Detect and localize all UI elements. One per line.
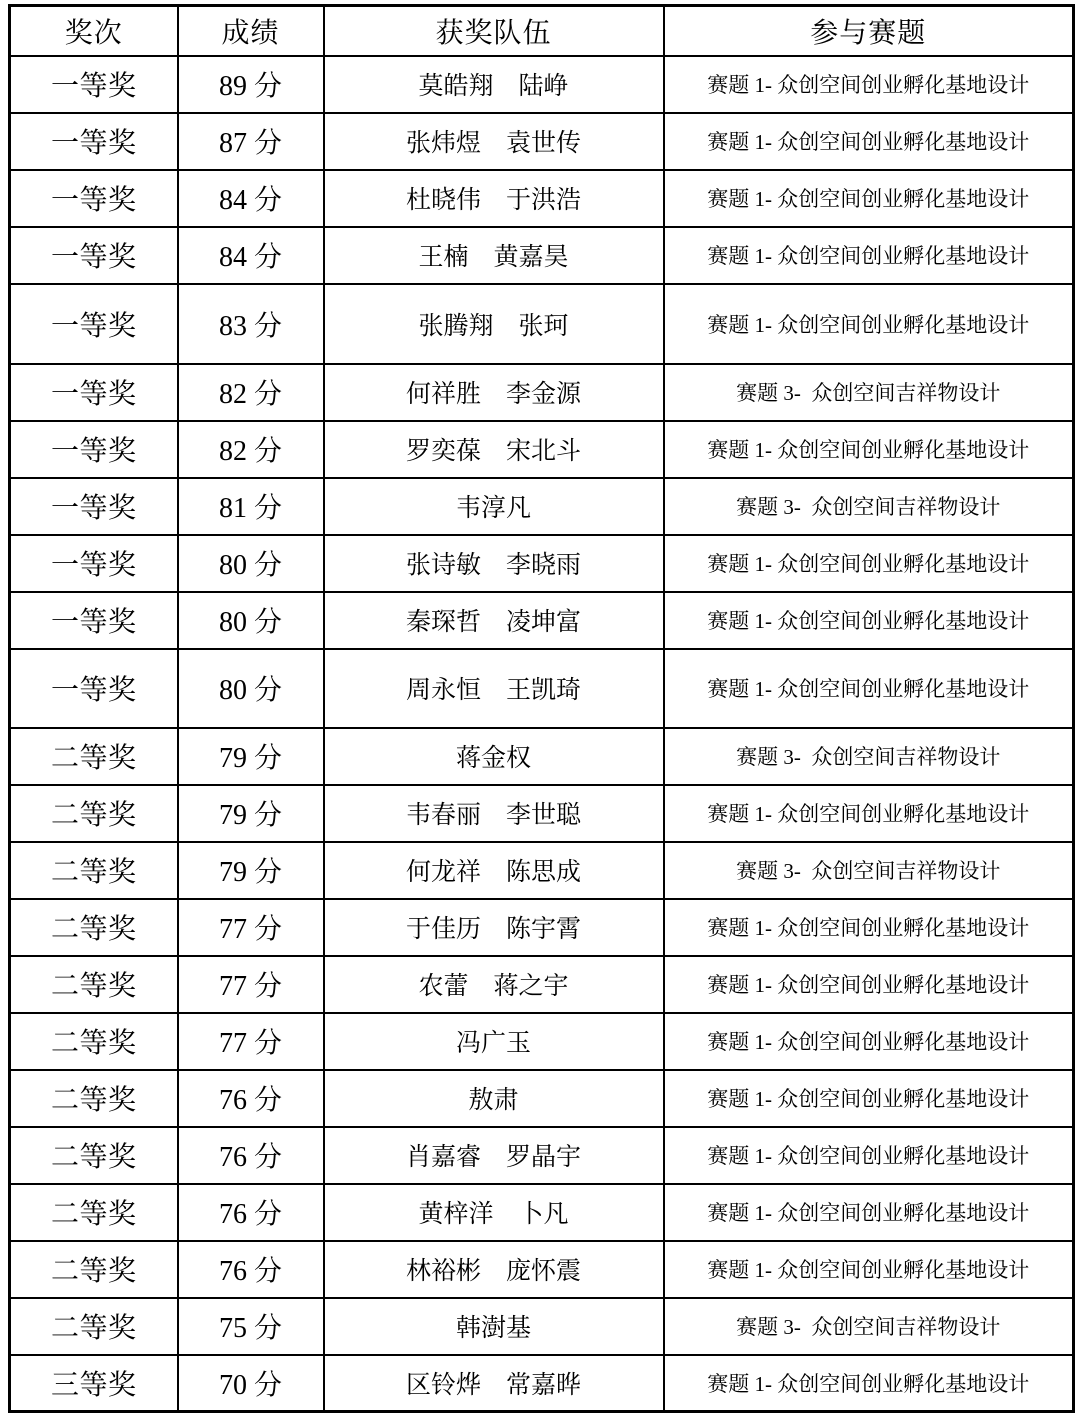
header-row — [10, 6, 1074, 56]
score-cell: 77 分 — [178, 1013, 324, 1070]
team-cell: 罗奕葆 宋北斗 — [324, 421, 664, 478]
topic-cell: 赛题 1- 众创空间创业孵化基地设计 — [664, 649, 1074, 728]
topic-cell: 赛题 1- 众创空间创业孵化基地设计 — [664, 1355, 1074, 1412]
topic-cell: 赛题 1- 众创空间创业孵化基地设计 — [664, 592, 1074, 649]
award-cell: 二等奖 — [10, 1184, 178, 1241]
score-cell: 82 分 — [178, 364, 324, 421]
team-cell: 杜晓伟 于洪浩 — [324, 170, 664, 227]
table-row — [10, 535, 1074, 592]
score-cell: 80 分 — [178, 592, 324, 649]
table-row — [10, 899, 1074, 956]
topic-cell: 赛题 1- 众创空间创业孵化基地设计 — [664, 1013, 1074, 1070]
topic-cell: 赛题 3- 众创空间吉祥物设计 — [664, 1298, 1074, 1355]
table-row — [10, 1127, 1074, 1184]
table-body — [10, 56, 1074, 1412]
team-cell: 秦琛哲 凌坤富 — [324, 592, 664, 649]
team-cell: 周永恒 王凯琦 — [324, 649, 664, 728]
score-cell: 82 分 — [178, 421, 324, 478]
header-team: 获奖队伍 — [324, 6, 664, 56]
team-cell: 韦淳凡 — [324, 478, 664, 535]
topic-cell: 赛题 1- 众创空间创业孵化基地设计 — [664, 956, 1074, 1013]
table-header — [10, 6, 1074, 56]
team-cell: 何祥胜 李金源 — [324, 364, 664, 421]
table-row — [10, 1070, 1074, 1127]
topic-cell: 赛题 3- 众创空间吉祥物设计 — [664, 842, 1074, 899]
table-row — [10, 421, 1074, 478]
award-cell: 二等奖 — [10, 842, 178, 899]
topic-cell: 赛题 3- 众创空间吉祥物设计 — [664, 728, 1074, 785]
award-cell: 一等奖 — [10, 421, 178, 478]
team-cell: 区铃烨 常嘉晔 — [324, 1355, 664, 1412]
score-cell: 76 分 — [178, 1127, 324, 1184]
table-row — [10, 1241, 1074, 1298]
team-cell: 莫皓翔 陆峥 — [324, 56, 664, 113]
awards-table — [8, 4, 1075, 1413]
team-cell: 冯广玉 — [324, 1013, 664, 1070]
award-cell: 一等奖 — [10, 227, 178, 284]
table-row — [10, 364, 1074, 421]
award-cell: 二等奖 — [10, 1241, 178, 1298]
topic-cell: 赛题 1- 众创空间创业孵化基地设计 — [664, 535, 1074, 592]
topic-cell: 赛题 1- 众创空间创业孵化基地设计 — [664, 113, 1074, 170]
score-cell: 79 分 — [178, 842, 324, 899]
table-row — [10, 1355, 1074, 1412]
team-cell: 于佳历 陈宇霄 — [324, 899, 664, 956]
table-row — [10, 842, 1074, 899]
team-cell: 林裕彬 庞怀震 — [324, 1241, 664, 1298]
award-cell: 二等奖 — [10, 728, 178, 785]
score-cell: 87 分 — [178, 113, 324, 170]
score-cell: 80 分 — [178, 535, 324, 592]
topic-cell: 赛题 1- 众创空间创业孵化基地设计 — [664, 785, 1074, 842]
award-cell: 一等奖 — [10, 170, 178, 227]
topic-cell: 赛题 1- 众创空间创业孵化基地设计 — [664, 1127, 1074, 1184]
award-cell: 一等奖 — [10, 592, 178, 649]
table-row — [10, 113, 1074, 170]
score-cell: 77 分 — [178, 899, 324, 956]
topic-cell: 赛题 3- 众创空间吉祥物设计 — [664, 364, 1074, 421]
score-cell: 83 分 — [178, 284, 324, 364]
table-row — [10, 478, 1074, 535]
score-cell: 84 分 — [178, 170, 324, 227]
team-cell: 张炜煜 袁世传 — [324, 113, 664, 170]
award-cell: 三等奖 — [10, 1355, 178, 1412]
score-cell: 76 分 — [178, 1070, 324, 1127]
team-cell: 农蕾 蒋之宇 — [324, 956, 664, 1013]
table-row — [10, 1298, 1074, 1355]
award-cell: 一等奖 — [10, 284, 178, 364]
table-row — [10, 284, 1074, 364]
table-row — [10, 227, 1074, 284]
table-row — [10, 1013, 1074, 1070]
team-cell: 王楠 黄嘉昊 — [324, 227, 664, 284]
award-cell: 二等奖 — [10, 785, 178, 842]
award-cell: 二等奖 — [10, 899, 178, 956]
team-cell: 黄梓洋 卜凡 — [324, 1184, 664, 1241]
award-cell: 二等奖 — [10, 1127, 178, 1184]
header-score: 成绩 — [178, 6, 324, 56]
table-row — [10, 1184, 1074, 1241]
score-cell: 89 分 — [178, 56, 324, 113]
team-cell: 韩澍基 — [324, 1298, 664, 1355]
team-cell: 敖肃 — [324, 1070, 664, 1127]
topic-cell: 赛题 3- 众创空间吉祥物设计 — [664, 478, 1074, 535]
score-cell: 79 分 — [178, 728, 324, 785]
team-cell: 张腾翔 张珂 — [324, 284, 664, 364]
topic-cell: 赛题 1- 众创空间创业孵化基地设计 — [664, 1070, 1074, 1127]
score-cell: 80 分 — [178, 649, 324, 728]
award-cell: 二等奖 — [10, 1070, 178, 1127]
table-row — [10, 170, 1074, 227]
topic-cell: 赛题 1- 众创空间创业孵化基地设计 — [664, 421, 1074, 478]
award-cell: 二等奖 — [10, 1298, 178, 1355]
table-row — [10, 728, 1074, 785]
table-row — [10, 956, 1074, 1013]
team-cell: 蒋金权 — [324, 728, 664, 785]
topic-cell: 赛题 1- 众创空间创业孵化基地设计 — [664, 1241, 1074, 1298]
award-cell: 一等奖 — [10, 535, 178, 592]
table-row — [10, 649, 1074, 728]
award-cell: 二等奖 — [10, 1013, 178, 1070]
award-cell: 一等奖 — [10, 113, 178, 170]
award-cell: 二等奖 — [10, 956, 178, 1013]
table-row — [10, 785, 1074, 842]
team-cell: 韦春丽 李世聪 — [324, 785, 664, 842]
table-row — [10, 56, 1074, 113]
score-cell: 76 分 — [178, 1241, 324, 1298]
topic-cell: 赛题 1- 众创空间创业孵化基地设计 — [664, 284, 1074, 364]
topic-cell: 赛题 1- 众创空间创业孵化基地设计 — [664, 1184, 1074, 1241]
award-cell: 一等奖 — [10, 364, 178, 421]
award-cell: 一等奖 — [10, 478, 178, 535]
topic-cell: 赛题 1- 众创空间创业孵化基地设计 — [664, 227, 1074, 284]
award-cell: 一等奖 — [10, 649, 178, 728]
team-cell: 肖嘉睿 罗晶宇 — [324, 1127, 664, 1184]
score-cell: 76 分 — [178, 1184, 324, 1241]
header-topic: 参与赛题 — [664, 6, 1074, 56]
table-row — [10, 592, 1074, 649]
score-cell: 70 分 — [178, 1355, 324, 1412]
topic-cell: 赛题 1- 众创空间创业孵化基地设计 — [664, 56, 1074, 113]
score-cell: 84 分 — [178, 227, 324, 284]
team-cell: 何龙祥 陈思成 — [324, 842, 664, 899]
team-cell: 张诗敏 李晓雨 — [324, 535, 664, 592]
award-cell: 一等奖 — [10, 56, 178, 113]
score-cell: 75 分 — [178, 1298, 324, 1355]
score-cell: 77 分 — [178, 956, 324, 1013]
header-award: 奖次 — [10, 6, 178, 56]
topic-cell: 赛题 1- 众创空间创业孵化基地设计 — [664, 899, 1074, 956]
score-cell: 79 分 — [178, 785, 324, 842]
score-cell: 81 分 — [178, 478, 324, 535]
topic-cell: 赛题 1- 众创空间创业孵化基地设计 — [664, 170, 1074, 227]
